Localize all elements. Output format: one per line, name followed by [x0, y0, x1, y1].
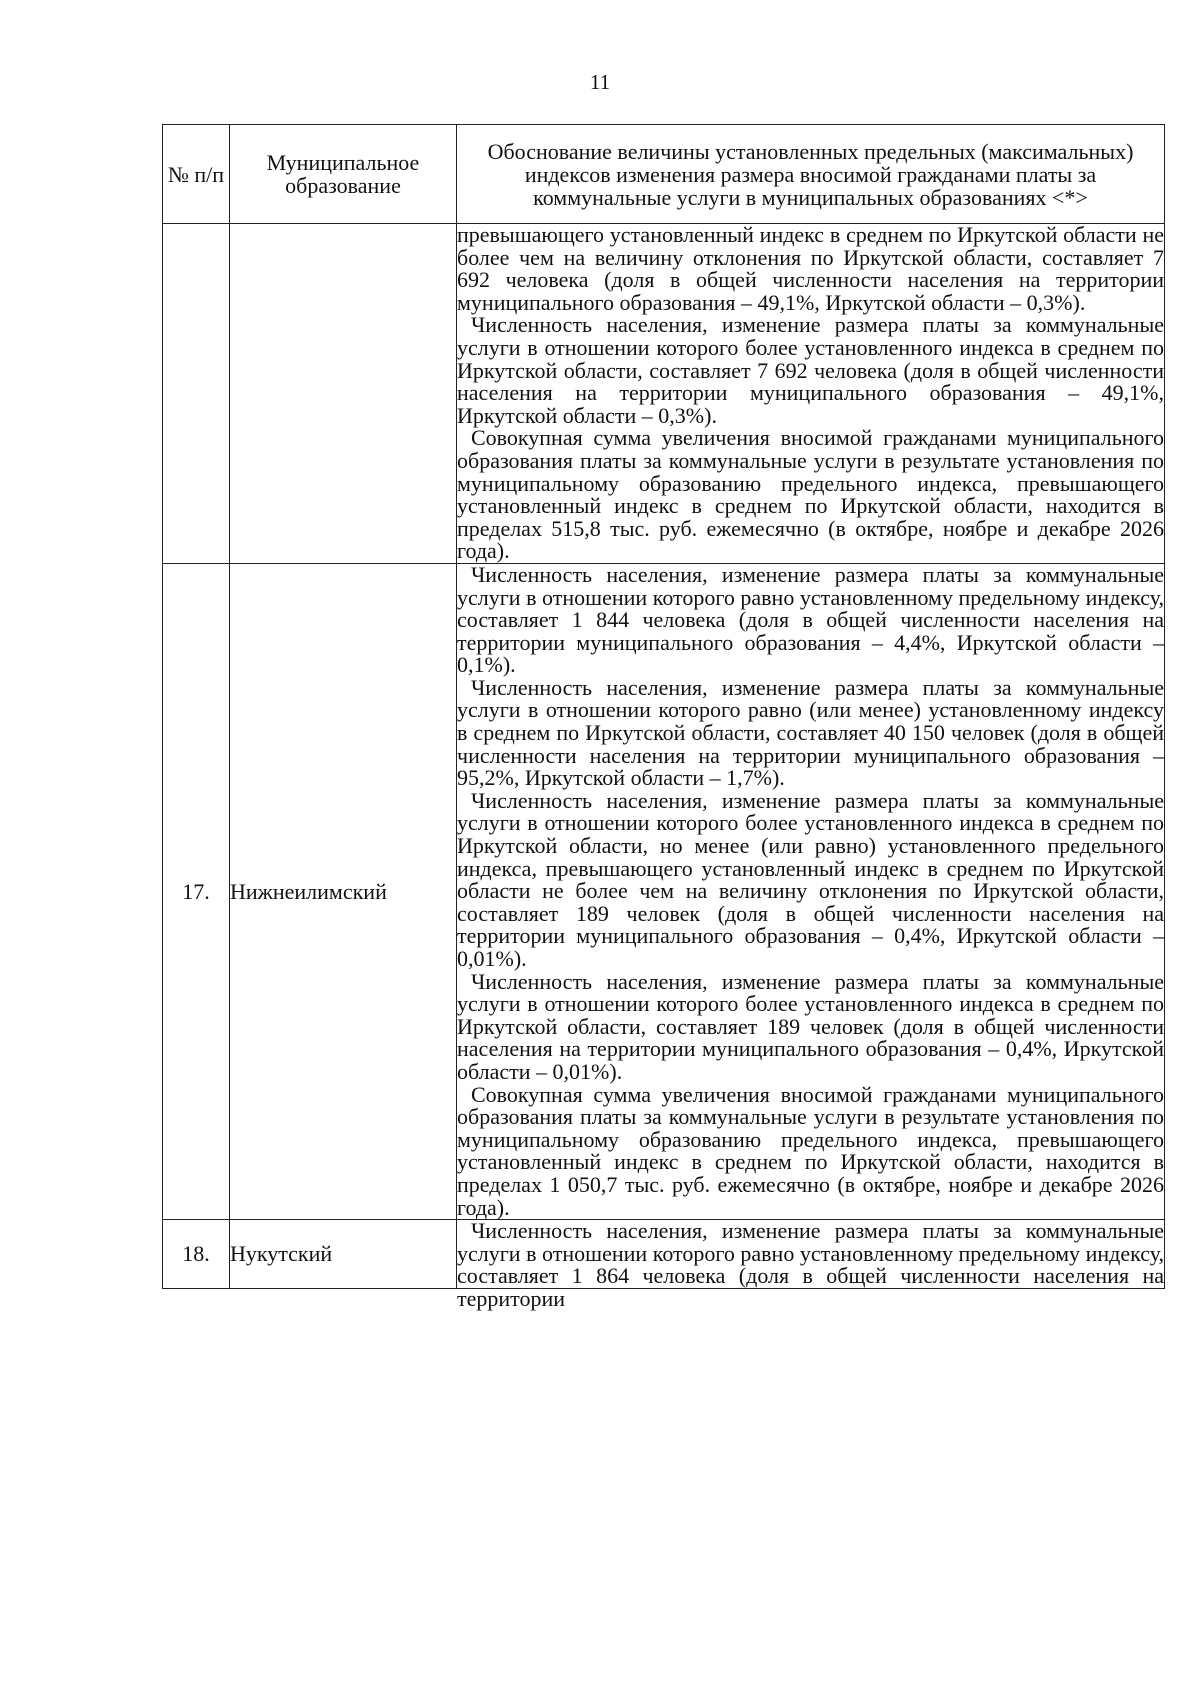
- row-municipality: Нижнеилимский: [230, 563, 457, 1219]
- header-justification: Обоснование величины установленных предельных (максимальных) индексов изменения размера вносимой гражданами платы за коммунальные услуги в муниципальных образованиях <*>: [457, 125, 1165, 224]
- row-municipality: Нукутский: [230, 1220, 457, 1289]
- header-num: № п/п: [163, 125, 230, 224]
- paragraph: Численность населения, изменение размера платы за коммунальные услуги в отношении которого более установленного индекса в среднем по Иркутской области, составляет 189 человек (доля в общей численности населения на территории муниципального образования – 0,4%, Иркутской области – 0,01%).: [457, 968, 1164, 1084]
- header-municipality: Муниципальное образование: [230, 125, 457, 224]
- paragraph: Численность населения, изменение размера платы за коммунальные услуги в отношении которого более установленного индекса в среднем по Иркутской области, составляет 7 692 человека (доля в общей численности населения на территории муниципального образования – 49,1%, Иркутской области – 0,3%).: [457, 312, 1164, 428]
- page-number: 11: [589, 70, 611, 94]
- row-justification: [457, 1218, 1165, 1311]
- table-row: [163, 1220, 1165, 1289]
- row-num: [163, 224, 230, 564]
- paragraph: Численность населения, изменение размера платы за коммунальные услуги в отношении которого равно установленному предельному индексу, составляет 1 864 человека (доля в общей численности населения на территории: [457, 1218, 1164, 1311]
- row-num: 17.: [163, 563, 230, 1219]
- paragraph: Численность населения, изменение размера платы за коммунальные услуги в отношении которого равно установленному предельному индексу, составляет 1 844 человека (доля в общей численности населения на территории муниципального образования – 4,4%, Иркутской области – 0,1%).: [457, 561, 1164, 678]
- paragraph: Численность населения, изменение размера платы за коммунальные услуги в отношении которого равно (или менее) установленному индексу в среднем по Иркутской области, составляет 40 150 человек (доля в общей численности населения на территории муниципального образования – 95,2%, Иркутской области – 1,7%).: [457, 674, 1164, 791]
- table-row: [163, 563, 1165, 1219]
- row-municipality: [230, 224, 457, 564]
- justification-table: [162, 124, 1165, 1311]
- table-header-row: [163, 125, 1165, 224]
- row-justification: [457, 224, 1165, 564]
- table-row: [163, 224, 1165, 564]
- row-justification: [457, 563, 1165, 1219]
- paragraph: Численность населения, изменение размера платы за коммунальные услуги в отношении которого более установленного индекса в среднем по Иркутской области, но менее (или равно) установленного предельного индекса, превышающего установленный индекс в среднем по Иркутской области не более чем на величину отклонения по Иркутской области, составляет 189 человек (доля в общей численности населения на территории муниципального образования – 0,4%, Иркутской области – 0,01%).: [457, 787, 1164, 971]
- paragraph: Совокупная сумма увеличения вносимой гражданами муниципального образования платы за коммунальные услуги в результате установления по муниципальному образованию предельного индекса, превышающего установленный индекс в среднем по Иркутской области, находится в пределах 1 050,7 тыс. руб. ежемесячно (в октябре, ноябре и декабре 2026 года).: [457, 1081, 1164, 1220]
- paragraph: превышающего установленный индекс в среднем по Иркутской области не более чем на величину отклонения по Иркутской области, составляет 7 692 человека (доля в общей численности населения на территории муниципального образования – 49,1%, Иркутской области – 0,3%).: [457, 222, 1164, 315]
- paragraph: Совокупная сумма увеличения вносимой гражданами муниципального образования платы за коммунальные услуги в результате установления по муниципальному образованию предельного индекса, превышающего установленный индекс в среднем по Иркутской области, находится в пределах 515,8 тыс. руб. ежемесячно (в октябре, ноябре и декабре 2026 года).: [457, 425, 1164, 564]
- row-num: 18.: [163, 1220, 230, 1289]
